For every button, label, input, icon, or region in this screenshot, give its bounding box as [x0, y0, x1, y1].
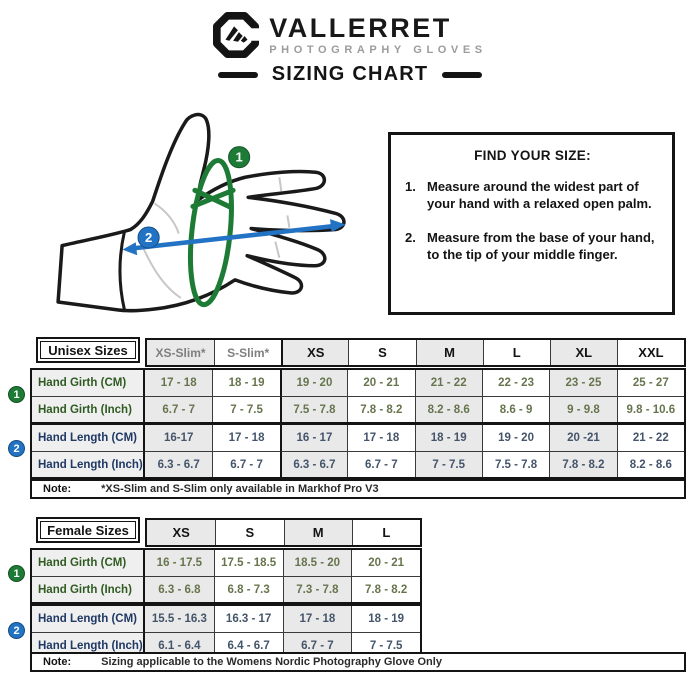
girth-badge-female: 1	[8, 565, 25, 582]
size-value-cell: 6.3 - 6.7	[145, 451, 212, 477]
unisex-col-header: M	[416, 340, 483, 365]
row-label: Hand Girth (CM)	[32, 550, 145, 576]
unisex-col-header: XL	[550, 340, 617, 365]
hand-outline	[58, 115, 344, 311]
length-badge-female: 2	[8, 622, 25, 639]
size-value-cell: 7.3 - 7.8	[283, 576, 352, 602]
female-girth-block	[30, 548, 422, 604]
find-step-1	[405, 178, 660, 212]
unisex-note-text: *XS-Slim and S-Slim only available in Markhof Pro V3	[101, 483, 379, 495]
step-2-text: Measure from the base of your hand, to the tip of your middle finger.	[427, 230, 655, 263]
female-note-label: Note:	[43, 656, 72, 668]
female-table-title-box	[36, 517, 140, 543]
brand-name: VALLERRET	[269, 12, 452, 43]
unisex-note	[30, 479, 686, 499]
size-value-cell: 7.5 - 7.8	[280, 396, 347, 422]
size-value-cell: 19 - 20	[280, 370, 347, 396]
size-value-cell: 17.5 - 18.5	[214, 550, 283, 576]
size-value-cell: 6.7 - 7	[347, 451, 414, 477]
size-value-cell: 6.3 - 6.7	[280, 451, 347, 477]
size-value-cell: 15.5 - 16.3	[145, 606, 214, 632]
size-value-cell: 18 - 19	[212, 370, 279, 396]
size-value-cell: 6.3 - 6.8	[145, 576, 214, 602]
size-value-cell: 17 - 18	[347, 425, 414, 451]
step-1-text: Measure around the widest part of your hand with a relaxed open palm.	[427, 179, 652, 212]
size-value-cell: 20 - 21	[351, 550, 420, 576]
size-value-cell: 18 - 19	[415, 425, 482, 451]
female-table-title: Female Sizes	[40, 521, 136, 539]
size-value-cell: 6.7 - 7	[283, 632, 352, 658]
female-sizes-table	[30, 517, 422, 657]
unisex-col-header: L	[483, 340, 550, 365]
row-label: Hand Girth (CM)	[32, 370, 145, 396]
step-2-number: 2.	[405, 230, 416, 246]
female-col-header: L	[352, 520, 420, 545]
female-note-text: Sizing applicable to the Womens Nordic Photography Glove Only	[101, 656, 442, 668]
female-col-header: M	[284, 520, 352, 545]
unisex-col-header: S	[348, 340, 415, 365]
size-value-cell: 7.8 - 8.2	[347, 396, 414, 422]
size-value-cell: 7.8 - 8.2	[351, 576, 420, 602]
svg-text:2: 2	[144, 230, 153, 246]
size-value-cell: 16 - 17	[280, 425, 347, 451]
title-dash-right	[442, 72, 482, 78]
unisex-note-label: Note:	[43, 483, 72, 495]
row-label: Hand Length (Inch)	[32, 632, 145, 658]
row-label: Hand Length (CM)	[32, 606, 145, 632]
size-value-cell: 7 - 7.5	[415, 451, 482, 477]
find-your-size-box	[388, 132, 675, 315]
size-value-cell: 25 - 27	[617, 370, 684, 396]
size-value-cell: 7 - 7.5	[351, 632, 420, 658]
row-label: Hand Girth (Inch)	[32, 576, 145, 602]
size-value-cell: 17 - 18	[145, 370, 212, 396]
size-value-cell: 20 - 21	[347, 370, 414, 396]
hand-illustration	[42, 106, 394, 334]
size-value-cell: 18.5 - 20	[283, 550, 352, 576]
svg-text:1: 1	[235, 149, 243, 165]
size-value-cell: 8.2 - 8.6	[415, 396, 482, 422]
size-value-cell: 16-17	[145, 425, 212, 451]
find-your-size-title: FIND YOUR SIZE:	[474, 148, 591, 163]
size-value-cell: 16.3 - 17	[214, 606, 283, 632]
step-1-number: 1.	[405, 179, 416, 194]
size-value-cell: 9 - 9.8	[549, 396, 616, 422]
size-value-cell: 8.6 - 9	[482, 396, 549, 422]
unisex-col-header: XXL	[617, 340, 684, 365]
unisex-length-block	[30, 423, 686, 479]
size-value-cell: 23 - 25	[549, 370, 616, 396]
female-note	[30, 652, 686, 672]
size-value-cell: 6.7 - 7	[145, 396, 212, 422]
girth-badge-on-hand	[229, 147, 250, 168]
size-value-cell: 7.8 - 8.2	[549, 451, 616, 477]
female-col-header: XS	[147, 520, 215, 545]
size-value-cell: 6.7 - 7	[212, 451, 279, 477]
vallerret-logo-icon	[213, 12, 259, 58]
female-column-headers	[145, 518, 422, 547]
length-badge-unisex: 2	[8, 440, 25, 457]
size-value-cell: 19 - 20	[482, 425, 549, 451]
size-value-cell: 7.5 - 7.8	[482, 451, 549, 477]
size-value-cell: 21 - 22	[415, 370, 482, 396]
size-value-cell: 6.8 - 7.3	[214, 576, 283, 602]
unisex-col-header: XS-Slim*	[147, 340, 214, 365]
brand-header	[0, 12, 700, 58]
unisex-girth-block	[30, 368, 686, 424]
title-dash-left	[218, 72, 258, 78]
page-title-row	[0, 63, 700, 86]
unisex-col-header: S-Slim*	[214, 340, 281, 365]
unisex-table-title-box	[36, 337, 140, 363]
size-value-cell: 20 -21	[549, 425, 616, 451]
size-value-cell: 16 - 17.5	[145, 550, 214, 576]
brand-text	[269, 14, 486, 56]
size-value-cell: 17 - 18	[283, 606, 352, 632]
find-step-2	[405, 229, 660, 263]
unisex-sizes-table	[30, 337, 686, 477]
female-col-header: S	[215, 520, 283, 545]
unisex-column-headers	[145, 338, 686, 367]
hand-measurement-diagram	[42, 106, 394, 334]
row-label: Hand Girth (Inch)	[32, 396, 145, 422]
length-badge-on-hand	[138, 227, 159, 248]
unisex-col-header: XS	[281, 340, 348, 365]
size-value-cell: 8.2 - 8.6	[617, 451, 684, 477]
find-your-size-steps	[405, 178, 660, 264]
girth-badge-unisex: 1	[8, 386, 25, 403]
size-value-cell: 18 - 19	[351, 606, 420, 632]
size-value-cell: 17 - 18	[212, 425, 279, 451]
unisex-table-title: Unisex Sizes	[40, 341, 136, 359]
row-label: Hand Length (CM)	[32, 425, 145, 451]
row-label: Hand Length (Inch)	[32, 451, 145, 477]
size-value-cell: 6.4 - 6.7	[214, 632, 283, 658]
size-value-cell: 9.8 - 10.6	[617, 396, 684, 422]
brand-tagline: PHOTOGRAPHY GLOVES	[269, 44, 487, 57]
size-value-cell: 21 - 22	[617, 425, 684, 451]
size-value-cell: 22 - 23	[482, 370, 549, 396]
size-value-cell: 6.1 - 6.4	[145, 632, 214, 658]
page-title: SIZING CHART	[271, 63, 429, 85]
size-value-cell: 7 - 7.5	[212, 396, 279, 422]
